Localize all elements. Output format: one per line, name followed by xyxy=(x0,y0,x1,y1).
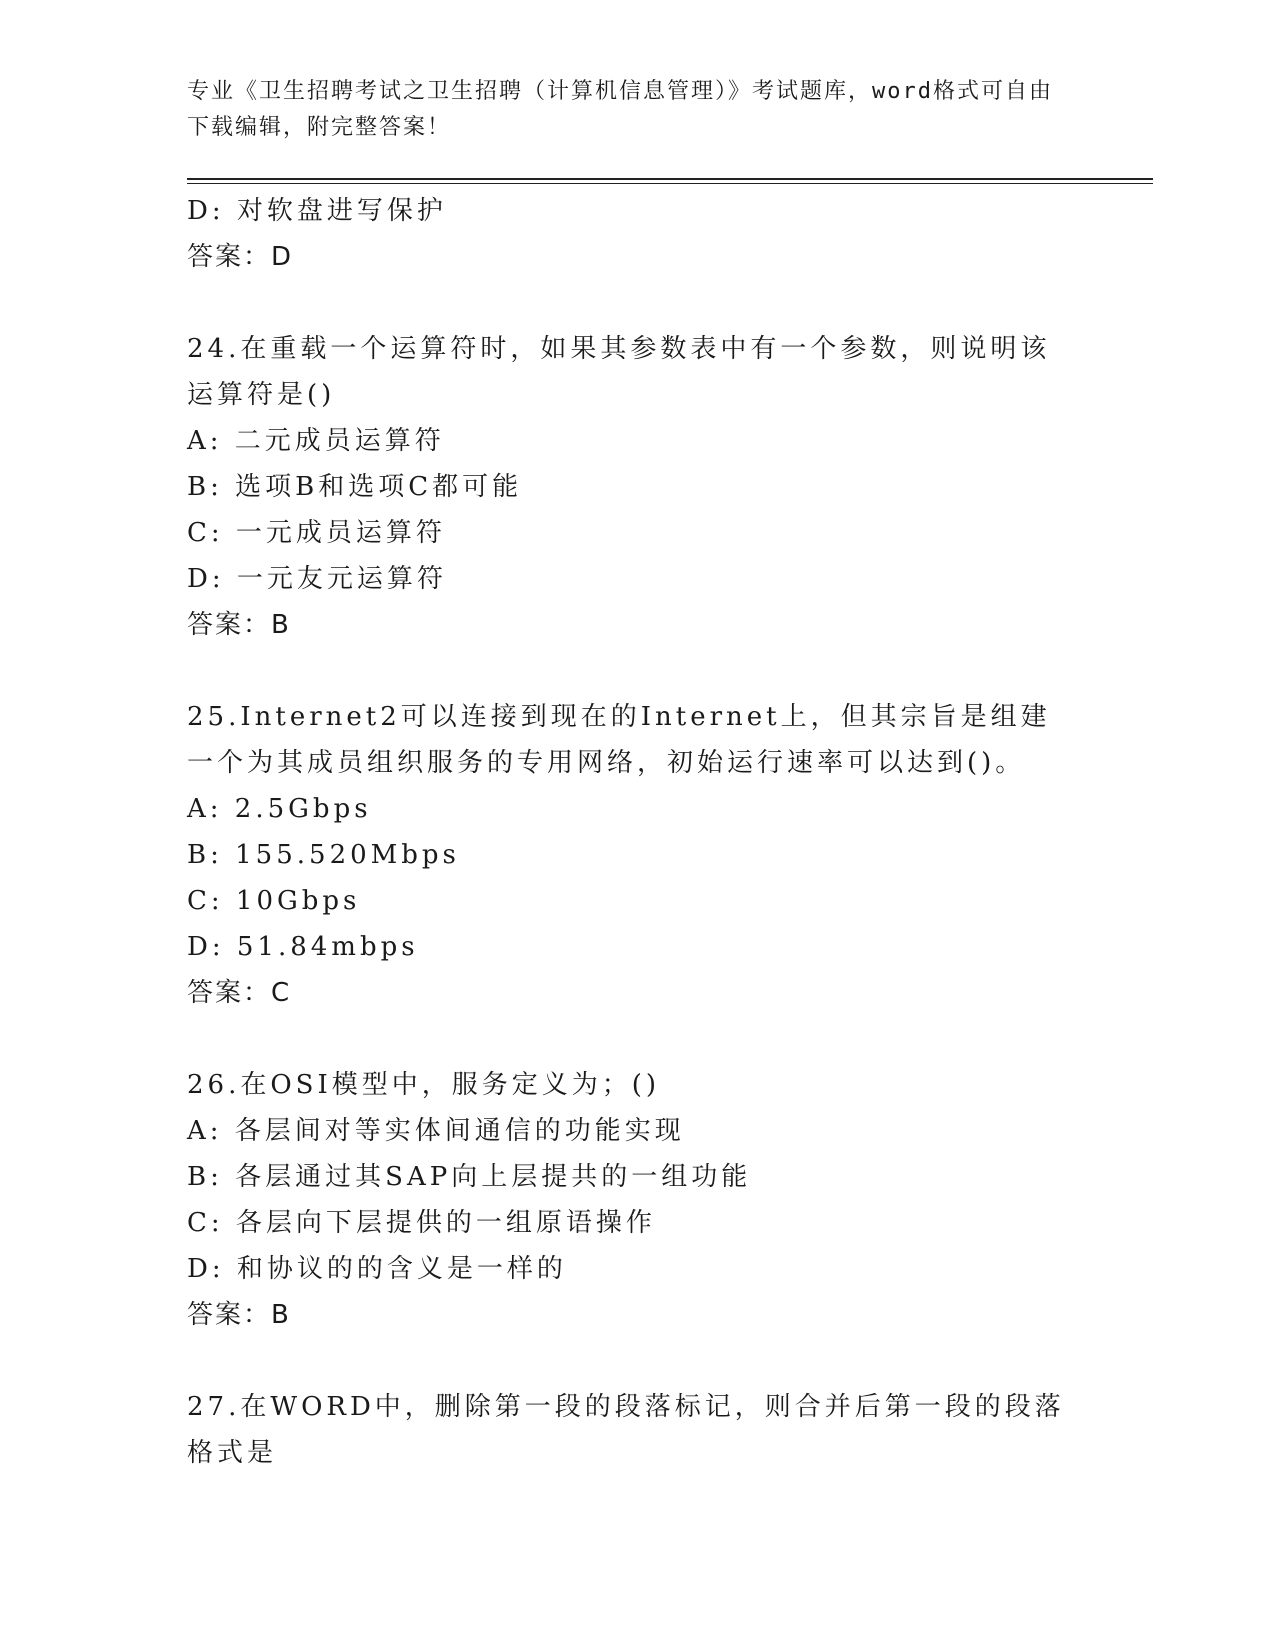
option-c: C: 10Gbps xyxy=(187,886,361,916)
option-d: D: 一元友元运算符 xyxy=(187,564,447,594)
header-divider-secondary xyxy=(187,183,1153,184)
option-d: D: 51.84mbps xyxy=(187,932,419,962)
question-list xyxy=(187,188,1087,1476)
option-b: B: 各层通过其SAP向上层提共的一组功能 xyxy=(187,1162,752,1192)
option-d: D: 和协议的的含义是一样的 xyxy=(187,1254,567,1284)
document-header: 专业《卫生招聘考试之卫生招聘（计算机信息管理）》考试题库，word格式可自由下载编辑，附完整答案！ xyxy=(187,79,1053,140)
question-stem: 26.在OSI模型中，服务定义为；() xyxy=(187,1070,661,1100)
answer-line: 答案：D xyxy=(187,242,294,272)
option-a: A: 2.5Gbps xyxy=(187,794,372,824)
option-c: C: 各层向下层提供的一组原语操作 xyxy=(187,1208,656,1238)
question-stem: 27.在WORD中，删除第一段的段落标记，则合并后第一段的段落格式是 xyxy=(187,1392,1065,1468)
option-b: B: 选项B和选项C都可能 xyxy=(187,472,523,502)
option-a: A: 二元成员运算符 xyxy=(187,426,445,456)
option-d: D: 对软盘进写保护 xyxy=(187,196,447,226)
option-b: B: 155.520Mbps xyxy=(187,840,460,870)
answer-line: 答案：B xyxy=(187,610,291,640)
header-divider xyxy=(187,178,1153,180)
question-stem: 25.Internet2可以连接到现在的Internet上，但其宗旨是组建一个为其成员组织服务的专用网络，初始运行速率可以达到()。 xyxy=(187,702,1051,778)
option-a: A: 各层间对等实体间通信的功能实现 xyxy=(187,1116,685,1146)
answer-line: 答案：B xyxy=(187,1300,291,1330)
question-stem: 24.在重载一个运算符时，如果其参数表中有一个参数，则说明该运算符是() xyxy=(187,334,1051,410)
option-c: C: 一元成员运算符 xyxy=(187,518,446,548)
answer-line: 答案：C xyxy=(187,978,292,1008)
